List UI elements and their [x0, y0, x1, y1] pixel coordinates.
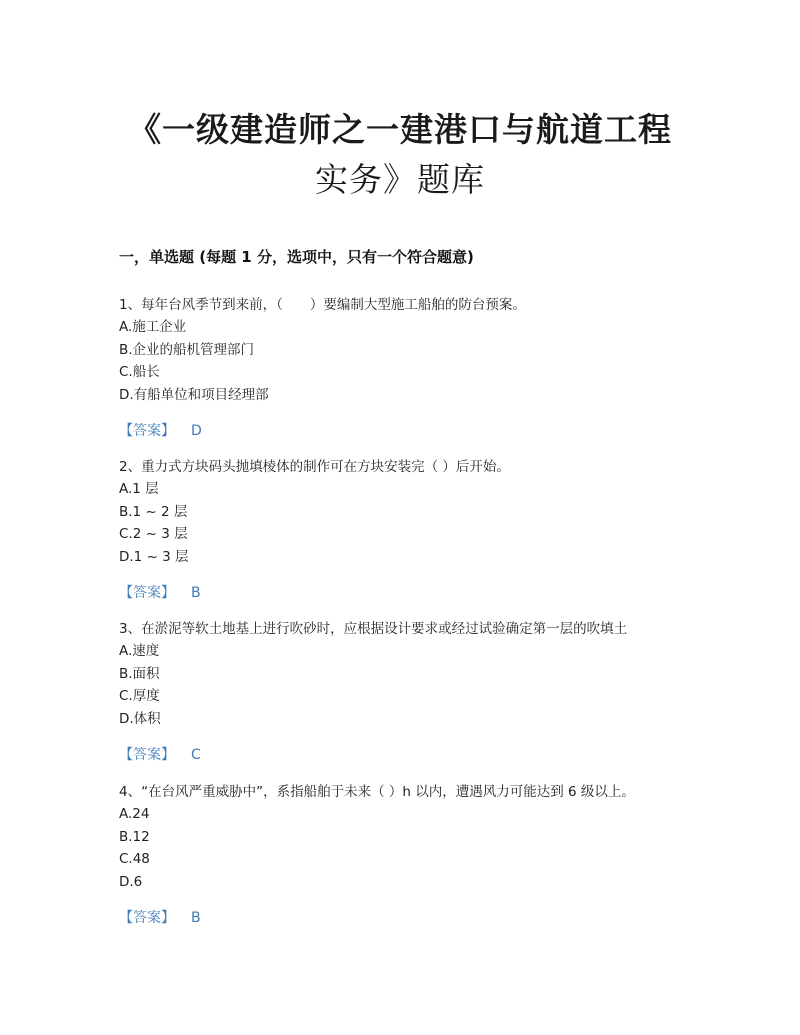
answer-label: 【答案】: [119, 423, 175, 439]
option-a: A.施工企业: [119, 319, 187, 335]
option-d: D.体积: [119, 710, 161, 727]
option-d: D.6: [119, 873, 143, 890]
question-stem: 4、“在台风严重威胁中”，系指船舶于未来（ ）h 以内，遭遇风力可能达到 6 级以上。: [119, 784, 635, 800]
question-stem: 2、重力式方块码头抛填棱体的制作可在方块安装完（ ）后开始。: [119, 459, 510, 475]
answer-value: B: [191, 910, 201, 926]
question-2: [119, 456, 719, 604]
option-c: C.厚度: [119, 688, 160, 704]
answer-value: C: [191, 747, 201, 763]
option-a: A.1 层: [119, 481, 159, 497]
option-c: C.2 ~ 3 层: [119, 526, 188, 542]
answer-line: [119, 907, 719, 929]
answer-value: D: [191, 423, 202, 439]
question-4: [119, 781, 719, 929]
option-c: C.48: [119, 851, 150, 867]
option-b: B.面积: [119, 665, 160, 682]
option-d: D.1 ~ 3 层: [119, 548, 189, 565]
answer-line: [119, 582, 719, 604]
document-title-line1: 《一级建造师之一建港口与航道工程: [128, 110, 672, 149]
question-3: [119, 618, 719, 766]
option-d: D.有船单位和项目经理部: [119, 386, 269, 403]
option-a: A.24: [119, 806, 150, 822]
document-title-line2: 实务》题库: [315, 160, 485, 199]
answer-label: 【答案】: [119, 747, 175, 763]
answer-value: B: [191, 585, 201, 601]
question-stem: 1、每年台风季节到来前，（ ）要编制大型施工船舶的防台预案。: [119, 297, 526, 313]
question-stem: 3、在淤泥等软土地基上进行吹砂时，应根据设计要求或经过试验确定第一层的吹填土: [119, 621, 628, 637]
answer-label: 【答案】: [119, 585, 175, 601]
answer-label: 【答案】: [119, 910, 175, 926]
option-c: C.船长: [119, 364, 160, 380]
option-a: A.速度: [119, 643, 160, 659]
section-heading: 一，单选题 (每题 1 分，选项中，只有一个符合题意): [119, 248, 474, 266]
option-b: B.1 ~ 2 层: [119, 503, 188, 520]
option-b: B.12: [119, 828, 150, 845]
answer-line: [119, 744, 719, 766]
option-b: B.企业的船机管理部门: [119, 341, 255, 358]
answer-line: [119, 420, 719, 442]
question-1: [119, 294, 719, 442]
